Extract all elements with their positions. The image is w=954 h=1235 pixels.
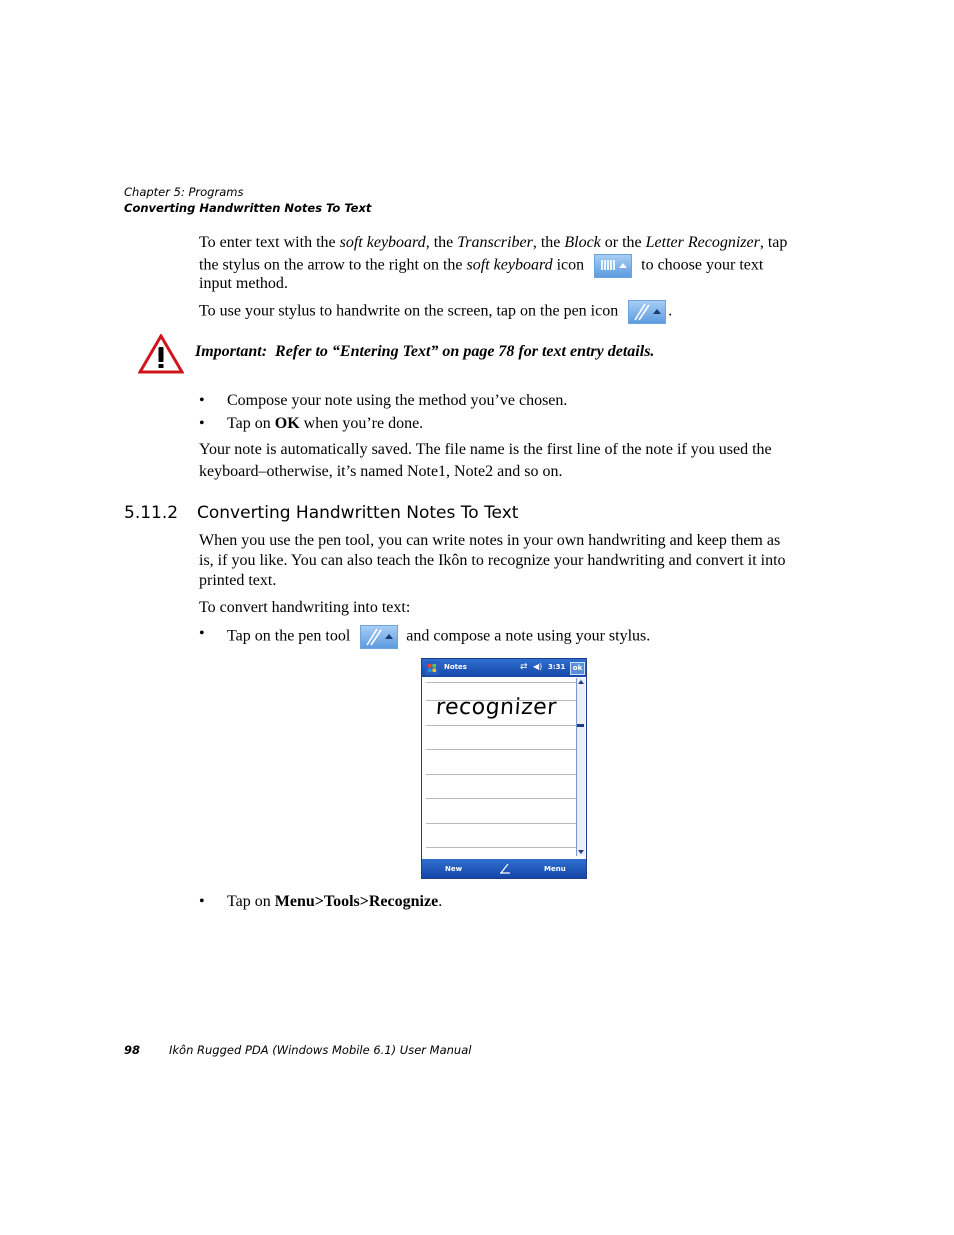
bullet-marker: •: [199, 625, 205, 642]
bullet-marker: •: [199, 415, 205, 432]
section-header: Converting Handwritten Notes To Text: [124, 201, 372, 215]
chapter-header: Chapter 5: Programs: [124, 185, 244, 199]
bullet-marker: •: [199, 893, 205, 910]
convert-intro: To convert handwriting into text:: [199, 599, 411, 616]
bullet-pen-tool: Tap on the pen tool and compose a note using your stylus.: [227, 625, 650, 649]
speaker-icon: ◀): [533, 662, 543, 671]
pen-input-icon[interactable]: [499, 863, 511, 874]
pen-icon: [360, 625, 398, 649]
body-line1: When you use the pen tool, you can write notes in your own handwriting and keep them as: [199, 532, 781, 549]
clock: 3:31: [548, 663, 566, 671]
notes-screenshot: [421, 658, 587, 879]
pen-paragraph: To use your stylus to handwrite on the screen, tap on the pen icon .: [199, 300, 819, 324]
section-heading: 5.11.2 Converting Handwritten Notes To Text: [124, 503, 519, 523]
title-bar: [422, 659, 586, 677]
bullet-compose: Compose your note using the method you’ve chosen.: [227, 392, 568, 409]
bullet-tap-ok: Tap on OK when you’re done.: [227, 415, 424, 432]
body-line3: printed text.: [199, 572, 277, 589]
new-soft-key[interactable]: New: [445, 865, 463, 873]
saved-paragraph-line1: Your note is automatically saved. The file name is the first line of the note if you used the: [199, 441, 772, 458]
windows-start-icon: [425, 661, 439, 675]
intro-paragraph-line2: the stylus on the arrow to the right on the soft keyboard icon to choose your text: [199, 254, 819, 278]
scrollbar[interactable]: [576, 678, 585, 856]
bullet-recognize: Tap on Menu>Tools>Recognize.: [227, 893, 443, 910]
handwritten-note: recognizer: [435, 695, 558, 720]
intro-paragraph: To enter text with the soft keyboard, the Transcriber, the Block or the Letter Recognizer, tap: [199, 234, 788, 251]
ok-button[interactable]: ok: [570, 662, 585, 675]
pen-icon: [628, 300, 666, 324]
bullet-marker: •: [199, 392, 205, 409]
footer-title: Ikôn Rugged PDA (Windows Mobile 6.1) User Manual: [169, 1043, 472, 1057]
app-title: Notes: [444, 663, 467, 671]
page-number: 98: [124, 1043, 141, 1057]
intro-paragraph-line3: input method.: [199, 275, 288, 292]
important-note: Important: Refer to “Entering Text” on page 78 for text entry details.: [195, 343, 655, 360]
soft-key-bar: [422, 859, 586, 878]
note-canvas[interactable]: [422, 677, 586, 858]
warning-icon: [138, 334, 184, 374]
connectivity-icon: ⇄: [520, 662, 528, 672]
body-line2: is, if you like. You can also teach the Ikôn to recognize your handwriting and convert it into: [199, 552, 786, 569]
saved-paragraph-line2: keyboard–otherwise, it’s named Note1, Note2 and so on.: [199, 463, 563, 480]
menu-soft-key[interactable]: Menu: [544, 865, 566, 873]
